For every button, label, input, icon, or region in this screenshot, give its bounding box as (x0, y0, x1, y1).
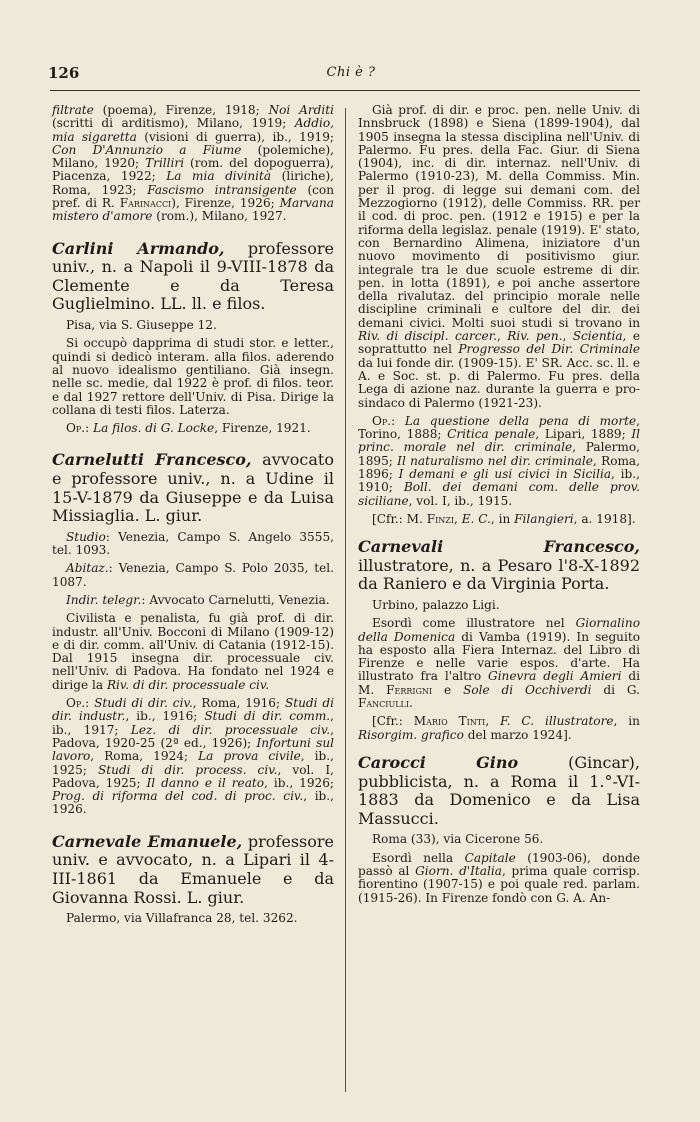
text-run: , ib., 1917; (52, 709, 334, 737)
works-label: Op.: (372, 413, 396, 428)
italic-text: Giornalino della Domenica (358, 616, 640, 644)
italic-text: Trilliri (145, 156, 185, 171)
text-run: , ib., 1910; (358, 467, 640, 495)
text-run: del marzo 1924]. (463, 727, 572, 742)
text-run: , ib., 1916; (125, 709, 205, 724)
entry-studio (52, 531, 334, 558)
italic-text: Capitale (464, 850, 516, 865)
text-run: , e soprattutto nel (358, 329, 640, 357)
studio-value: : Venezia, Campo S. Angelo 3555, tel. 1093. (52, 529, 334, 558)
text-run: , vol. I, ib., 1915. (408, 493, 513, 508)
italic-text: Studi di dir. process. civ. (97, 762, 278, 777)
left-column (52, 104, 334, 925)
text-run: , (454, 511, 462, 526)
text-run: , ib., 1926. (52, 789, 334, 817)
text-run: (polemiche), Milano, 1920; (52, 142, 335, 171)
text-run: (poema), Firenze, 1918; (93, 103, 269, 117)
entry-abitazione (52, 562, 334, 589)
entry-description: illustratore, n. a Pesaro l'8-X-1892 da Raniero e da Virginia Porta. (358, 555, 640, 594)
text-run: , Palermo, 1895; (358, 440, 640, 468)
text-run: [Cfr.: (372, 714, 414, 729)
entry-heading (52, 240, 334, 314)
abitazione-label: Abitaz. (66, 561, 109, 576)
entry-address: Pisa, via S. Giuseppe 12. (66, 318, 217, 333)
text-run: , in (490, 511, 515, 526)
text-run: , Torino, 1888; (358, 413, 640, 442)
column-divider (345, 108, 346, 1092)
abitazione-value: : Venezia, Campo S. Polo 2035, tel. 1087. (52, 561, 334, 589)
entry-heading (52, 833, 334, 907)
italic-text: Il princ. morale nel dir. criminale (358, 427, 641, 455)
right-column (358, 104, 640, 905)
text-run: da lui fonde dir. (1909-15). E' SR. Acc. sc. ll. e A. e Soc. st. p. di Palermo. Fu pres. della Lega di azione naz. durante la guerra e pro-sindaco di Palermo (1921-23). (358, 355, 640, 410)
italic-text: Riv. di discipl. carcer. (358, 329, 497, 344)
text-run: (rom.), Milano, 1927. (152, 209, 287, 224)
text-run: di M. (358, 669, 640, 697)
small-caps-name: Farinacci (119, 196, 172, 211)
italic-text: Lez. di dir. processuale civ. (130, 722, 331, 737)
text-run: , Firenze, 1921. (214, 421, 311, 436)
italic-text: Riv. di dir. processuale civ. (106, 677, 270, 692)
works-list (52, 696, 334, 816)
italic-text: Studi di dir. industr. (52, 696, 334, 724)
entry-carocci (358, 754, 640, 905)
italic-text: Studi di dir. civ. (94, 696, 193, 711)
small-caps-name: Fanciulli (358, 696, 409, 711)
italic-text: Addio, mia sigaretta (52, 116, 334, 144)
text-run: . (408, 696, 413, 711)
italic-text: Noi Arditi (268, 103, 334, 117)
text-run: e (432, 682, 464, 697)
italic-text: Studi di dir. comm. (204, 709, 331, 724)
entry-biography: Si occupò dapprima di studi stor. e letter., quindi si dedicò interam. alla filos. aderendo al nuovo idealismo gentiliano. Già insegn. nelle sc. medie, dal 1922 è prof. di filos. teor. e dal 1927 rettore dell'Univ. di Pisa. Dirige la collana di testi filos. Laterza. (52, 336, 334, 417)
entry-biography-continued (358, 104, 640, 410)
entry-reference (358, 513, 640, 526)
text-run: [Cfr.: M. (372, 511, 427, 526)
italic-text: Giorn. d'Italia (415, 863, 502, 878)
continued-entry-text (52, 104, 334, 224)
small-caps-name: Mario Tinti (413, 714, 486, 729)
text-run: (rom. del dopoguerra), Piacenza, 1922; (52, 156, 334, 184)
telegraph-label: Indir. telegr. (66, 592, 142, 607)
entry-name: Carnevali Francesco, (358, 537, 640, 557)
italic-text: Risorgim. grafico (358, 727, 464, 742)
text-run: , prima quale corrisp. fiorentino (1907-15) e poi quale red. parlam. (1915-26). In Firenze fondò con G. A. An- (358, 863, 640, 905)
text-run: di Vamba (1919). In seguito ha esposto alla Fiera Internaz. del Libro di Firenze e nelle varie espos. d'arte. Ha illustrato fra l'altro (358, 629, 640, 684)
text-run: , (562, 329, 573, 344)
italic-text: Prog. di riforma del cod. di proc. civ. (52, 789, 304, 804)
entry-address: Urbino, palazzo Ligi. (372, 597, 500, 612)
entry-heading (52, 451, 334, 525)
entry-description: avvocato e professore univ., n. a Udine il 15-V-1879 da Giuseppe e da Luisa Missiaglia. L. giur. (52, 450, 334, 526)
running-head: Chi è ? (326, 65, 376, 80)
text-run: (liriche), Roma, 1923; (52, 169, 335, 197)
entry-works (52, 697, 334, 817)
works-label: Op.: (66, 696, 90, 711)
text-run: (visioni di guerra), ib., 1919; (136, 129, 334, 144)
works-label: Op.: (66, 421, 90, 436)
entry-name: Carlini Armando, (52, 238, 225, 258)
italic-text: E. C. (461, 511, 491, 526)
entry-description: professore univ., n. a Napoli il 9-VIII-1878 da Clemente e da Teresa Guglielmino. LL. ll. e filos. (52, 238, 334, 314)
entry-biography (358, 617, 640, 710)
studio-label: Studio (66, 529, 106, 544)
entry-carnelutti (52, 451, 334, 816)
text-run: , a. 1918]. (573, 511, 636, 526)
italic-text: Ginevra degli Amieri (488, 669, 622, 684)
italic-text: Il danno e il reato (146, 775, 265, 790)
entry-biography (358, 852, 640, 905)
text-run: , ib., 1925; (52, 749, 334, 777)
italic-text: Scientia (572, 329, 623, 344)
italic-text: La filos. di G. Locke (93, 421, 215, 436)
text-run: Già prof. di dir. e proc. pen. nelle Univ. di Innsbruck (1898) e Siena (1899-1904), dal 1905 insegna la stessa disciplina nell'Univ. di Palermo. Fu pres. della Fac. Giur. di Siena (1904), inc. di dir. internaz. nell'Univ. di Palermo (1910-23), M. della Commiss. Min. per il prog. di legge sui demani com. del Mezzogiorno (1912), delle Commiss. RR. per il cod. di proc. pen. (1912 e 1915) e per la riforma della legislaz. penale (1919). E' stato, con Bernardino Alimena, iniziatore d'un nuovo movimento di positivismo giur. integrale tra le due scuole estreme di dir. pen. in lotta (1891), e poi anche assertore della rivalutaz. del principio morale nelle discipline criminali e cultore del dir. dei demani civici. Molti suoi studi si trovano in (358, 103, 640, 330)
text-run: , (497, 329, 508, 344)
text-run: (con pref. di R. (52, 182, 334, 211)
italic-text: Marvana mistero d'amore (52, 196, 334, 224)
text-run: (1903-06), donde passò al (358, 850, 640, 878)
telegraph-value: : Avvocato Carnelutti, Venezia. (141, 592, 330, 607)
works-list (89, 421, 311, 435)
italic-text: Boll. dei demani com. delle prov. siciliane (358, 480, 640, 508)
works-list (358, 414, 640, 508)
entry-heading (358, 754, 640, 828)
italic-text: Filangieri (514, 511, 574, 526)
italic-text: Infortuni sul lavoro (52, 735, 334, 764)
text-run: Esordì come illustratore nel (372, 616, 576, 631)
page-number: 126 (48, 64, 80, 82)
entry-works (358, 415, 640, 508)
entry-address: Roma (33), via Cicerone 56. (372, 832, 544, 847)
text-run (395, 414, 405, 428)
entry-reference (358, 715, 640, 742)
text-run: , vol. I, Padova, 1925; (52, 762, 334, 790)
entry-alias: (Gincar), (518, 752, 640, 772)
entry-heading (358, 538, 640, 594)
italic-text: F. C. illustratore (500, 714, 614, 729)
italic-text: Con D'Annunzio a Fiume (52, 142, 242, 157)
text-run: , Roma, 1924; (90, 749, 199, 764)
entry-carnevali (358, 538, 640, 742)
text-run: , Padova, 1920-25 (2ª ed., 1926); (52, 722, 334, 750)
text-run: , in (613, 714, 640, 729)
entry-telegraph (52, 594, 334, 607)
text-run: , (485, 714, 501, 729)
italic-text: Riv. pen. (507, 329, 563, 344)
entry-name: Carocci Gino (358, 752, 519, 772)
italic-text: Fascismo intransigente (147, 182, 297, 197)
italic-text: Sole di Occhiverdi (463, 682, 592, 697)
small-caps-name: Finzi (426, 511, 455, 526)
page-header (48, 64, 654, 86)
text-run: , ib., 1926; (264, 775, 334, 790)
text-run: (scritti di arditismo), Milano, 1919; (52, 116, 295, 131)
italic-text: I demani e gli usi civici in Sicilia (398, 467, 612, 482)
entry-name: Carnevale Emanuele, (52, 831, 243, 851)
entry-carlini (52, 240, 334, 436)
italic-text: filtrate (52, 103, 94, 117)
italic-text: Progresso del Dir. Criminale (458, 342, 640, 357)
italic-text: Critica penale (447, 427, 536, 442)
italic-text: La questione della pena di morte (404, 413, 637, 428)
italic-text: La prova civile (198, 749, 301, 764)
entry-address: Palermo, via Villafranca 28, tel. 3262. (66, 911, 298, 926)
text-run: di G. (591, 682, 641, 697)
entry-name: Carnelutti Francesco, (52, 450, 252, 470)
entry-description: pubblicista, n. a Roma il 1.°-VI-1883 da Domenico e da Lisa Massucci. (358, 771, 640, 828)
entry-works (52, 422, 334, 435)
text-run: Civilista e penalista, fu già prof. di dir. industr. all'Univ. Bocconi di Milano (1909-12) e di dir. comm. all'Univ. di Catania (1912-15). Dal 1915 insegna dir. processuale civ. nell'Univ. di Padova. Ha fondato nel 1924 e dirige la (52, 611, 334, 692)
small-caps-name: Ferrigni (386, 682, 433, 697)
header-rule (50, 90, 640, 91)
entry-carnevale (52, 833, 334, 926)
text-run: ), Firenze, 1926; (171, 196, 280, 211)
text-run: , Roma, 1916; (192, 696, 285, 711)
italic-text: La mia divinità (166, 169, 272, 184)
text-run: , Lipari, 1889; (535, 427, 632, 442)
text-run: , Roma, 1896; (358, 453, 640, 482)
italic-text: Il naturalismo nel dir. criminale (397, 453, 593, 468)
entry-description: professore univ. e avvocato, n. a Lipari il 4-III-1861 da Emanuele e da Giovanna Rossi. L. giur. (52, 831, 334, 907)
text-run: Esordì nella (372, 850, 465, 865)
entry-biography (52, 612, 334, 692)
